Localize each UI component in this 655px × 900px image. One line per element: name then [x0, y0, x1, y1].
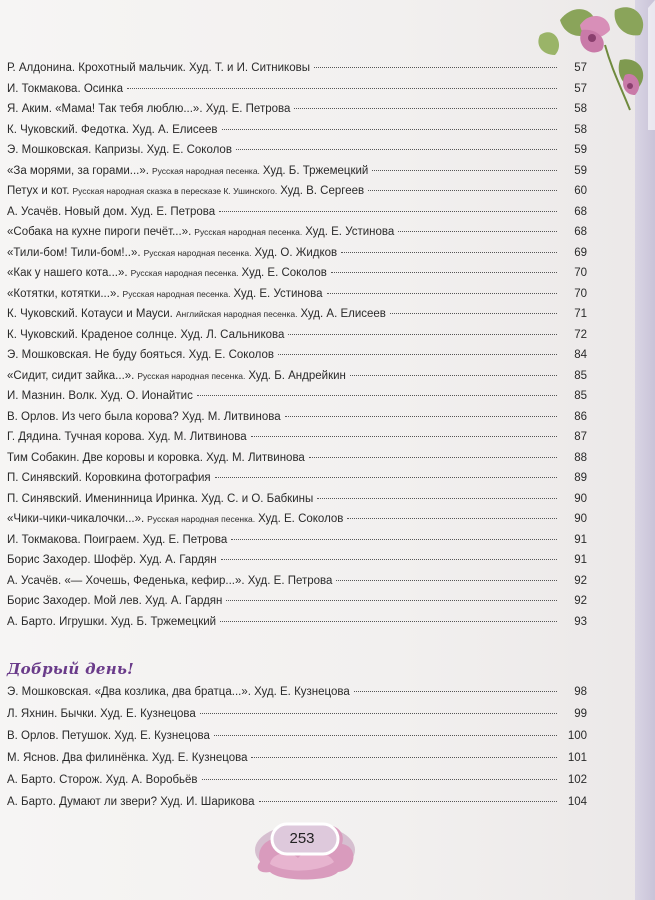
entry-title: «Тили-бом! Тили-бом!..». — [7, 246, 141, 259]
entry-title: «Чики-чики-чикалочки...». — [7, 513, 145, 525]
entry-subtitle: Русская народная песенка. — [194, 227, 303, 237]
dot-leader — [294, 108, 557, 109]
page-ref: 91 — [574, 533, 587, 546]
dot-leader — [278, 354, 557, 355]
page-ref: 87 — [574, 431, 587, 443]
page-ref: 104 — [567, 796, 587, 808]
page-ref: 59 — [574, 144, 587, 156]
toc-row — [7, 534, 587, 555]
toc-row — [7, 83, 587, 104]
dot-leader — [390, 313, 557, 314]
dot-leader — [372, 170, 557, 171]
page-ref: 68 — [574, 205, 587, 218]
toc-row — [7, 774, 587, 796]
page-ref: 60 — [574, 185, 587, 197]
dot-leader — [336, 580, 557, 581]
toc-row — [7, 431, 587, 452]
page-ref: 90 — [574, 492, 587, 505]
entry-title: Э. Мошковская. Капризы. Худ. Е. Соколов — [7, 144, 232, 156]
dot-leader — [200, 713, 557, 714]
entry-title: «Как у нашего кота...». — [7, 267, 128, 279]
toc-row — [7, 144, 587, 165]
page-ref: 92 — [574, 574, 587, 587]
entry-title: Г. Дядина. Тучная корова. Худ. М. Литвинова — [7, 431, 247, 443]
dot-leader — [341, 252, 557, 253]
dot-leader — [288, 334, 557, 335]
page-ref: 58 — [574, 123, 587, 136]
page-ref: 57 — [574, 82, 587, 95]
toc-row — [7, 752, 587, 774]
entry-title: К. Чуковский. Краденое солнце. Худ. Л. Сальникова — [7, 328, 285, 341]
entry-subtitle: Английская народная песенка. — [175, 309, 298, 319]
entry-title: Тим Собакин. Две коровы и коровка. Худ. М. Литвинова — [7, 451, 305, 464]
entry-title: «Собака на кухне пироги печёт...». — [7, 226, 192, 238]
entry-title: «Котятки, котятки...». — [7, 287, 120, 300]
dot-leader — [251, 757, 557, 758]
toc-row — [7, 288, 587, 309]
page-ref: 59 — [574, 164, 587, 177]
page-ref: 91 — [574, 554, 587, 566]
entry-title: П. Синявский. Коровкина фотография — [7, 472, 211, 484]
entry-subtitle: Русская народная песенка. — [143, 247, 252, 258]
entry-subtitle: Русская народная песенка. — [130, 268, 239, 278]
entry-title: Л. Яхнин. Бычки. Худ. Е. Кузнецова — [7, 708, 196, 720]
entry-title: И. Токмакова. Поиграем. Худ. Е. Петрова — [7, 533, 228, 546]
dot-leader — [127, 88, 557, 89]
entry-subtitle: Русская народная песенка. — [147, 514, 256, 524]
dot-leader — [350, 375, 557, 376]
dot-leader — [214, 735, 557, 736]
toc-row — [7, 452, 587, 473]
page-ref: 84 — [574, 349, 587, 361]
entry-illustrator: Худ. В. Сергеев — [280, 185, 365, 197]
toc-row — [7, 349, 587, 370]
page-ref: 70 — [574, 287, 587, 300]
dot-leader — [251, 436, 557, 437]
page-ref: 58 — [574, 103, 587, 115]
entry-illustrator: Худ. А. Елисеев — [300, 308, 386, 320]
entry-title: «За морями, за горами...». — [7, 164, 149, 177]
entry-title: Я. Аким. «Мама! Так тебя люблю...». Худ. Е. Петрова — [7, 103, 291, 115]
dot-leader — [215, 477, 557, 478]
entry-subtitle: Русская народная песенка. — [151, 165, 260, 176]
dot-leader — [226, 600, 557, 601]
entry-title: А. Барто. Думают ли звери? Худ. И. Шарикова — [7, 796, 255, 808]
page-ref: 57 — [574, 62, 587, 74]
dot-leader — [309, 457, 557, 458]
entry-title: В. Орлов. Из чего была корова? Худ. М. Литвинова — [7, 410, 281, 423]
dot-leader — [368, 190, 557, 191]
page-ref: 88 — [574, 451, 587, 464]
page-ref: 92 — [574, 595, 587, 607]
dot-leader — [398, 231, 557, 232]
entry-title: А. Усачёв. Новый дом. Худ. Е. Петрова — [7, 205, 216, 218]
toc-row — [7, 595, 587, 616]
page-edge-stripe — [635, 0, 655, 900]
page-ref: 71 — [574, 308, 587, 320]
page-ref: 90 — [574, 513, 587, 525]
entry-title: И. Токмакова. Осинка — [7, 82, 123, 95]
dot-leader — [222, 129, 557, 130]
dot-leader — [347, 518, 557, 519]
page-ref: 69 — [574, 246, 587, 259]
dot-leader — [202, 779, 557, 780]
page-ref: 86 — [574, 410, 587, 423]
dot-leader — [317, 498, 557, 499]
entry-illustrator: Худ. Б. Андрейкин — [248, 369, 346, 382]
entry-title: Э. Мошковская. «Два козлика, два братца...». Худ. Е. Кузнецова — [7, 686, 350, 698]
toc-row — [7, 616, 587, 637]
page-ref: 85 — [574, 369, 587, 382]
entry-illustrator: Худ. Е. Устинова — [233, 287, 323, 300]
entry-illustrator: Худ. Е. Соколов — [258, 513, 344, 525]
toc-row — [7, 493, 587, 514]
entry-title: К. Чуковский. Федотка. Худ. А. Елисеев — [7, 123, 218, 136]
entry-title: «Сидит, сидит зайка...». — [7, 369, 135, 382]
page-ref: 101 — [567, 752, 587, 764]
dot-leader — [331, 272, 557, 273]
toc-row — [7, 370, 587, 391]
dot-leader — [197, 395, 557, 396]
dot-leader — [236, 149, 557, 150]
dot-leader — [354, 691, 557, 692]
entry-title: А. Барто. Игрушки. Худ. Б. Тржемецкий — [7, 615, 217, 628]
toc-row — [7, 247, 587, 268]
entry-title: Борис Заходер. Мой лев. Худ. А. Гардян — [7, 595, 223, 607]
page-ref: 99 — [574, 708, 587, 720]
entry-subtitle: Русская народная песенка. — [137, 370, 246, 381]
section-toc-list — [7, 686, 587, 818]
toc-row — [7, 185, 587, 206]
entry-subtitle: Русская народная песенка. — [122, 288, 231, 299]
entry-illustrator: Худ. Е. Соколов — [241, 267, 327, 279]
entry-subtitle: Русская народная сказка в пересказе К. Ушинского. — [72, 186, 278, 196]
toc-row — [7, 730, 587, 752]
toc-row — [7, 329, 587, 350]
entry-title: П. Синявский. Именинница Иринка. Худ. С. и О. Бабкины — [7, 492, 314, 505]
dot-leader — [314, 67, 557, 68]
toc-row — [7, 686, 587, 708]
toc-row — [7, 206, 587, 227]
toc-row — [7, 575, 587, 596]
dot-leader — [231, 539, 557, 540]
toc-row — [7, 390, 587, 411]
toc-row — [7, 62, 587, 83]
dot-leader — [259, 801, 558, 802]
toc-row — [7, 226, 587, 247]
entry-title: М. Яснов. Два филинёнка. Худ. Е. Кузнецова — [7, 752, 248, 764]
entry-title: Э. Мошковская. Не буду бояться. Худ. Е. Соколов — [7, 349, 274, 361]
toc-row — [7, 708, 587, 730]
entry-illustrator: Худ. О. Жидков — [254, 246, 338, 259]
toc-row — [7, 411, 587, 432]
page-ref: 85 — [574, 390, 587, 402]
page-ref: 68 — [574, 226, 587, 238]
toc-row — [7, 554, 587, 575]
page-ref: 98 — [574, 686, 587, 698]
toc-row — [7, 124, 587, 145]
toc-row — [7, 472, 587, 493]
entry-title: В. Орлов. Петушок. Худ. Е. Кузнецова — [7, 730, 210, 742]
toc-list — [7, 62, 587, 636]
entry-title: Петух и кот. — [7, 185, 70, 197]
dot-leader — [219, 211, 557, 212]
toc-row — [7, 513, 587, 534]
entry-title: А. Барто. Сторож. Худ. А. Воробьёв — [7, 774, 198, 786]
entry-title: Р. Алдонина. Крохотный мальчик. Худ. Т. и И. Ситниковы — [7, 62, 310, 74]
entry-title: И. Мазнин. Волк. Худ. О. Ионайтис — [7, 390, 193, 402]
toc-row — [7, 165, 587, 186]
entry-title: К. Чуковский. Котауси и Мауси. — [7, 308, 173, 320]
page-ref: 102 — [567, 774, 587, 786]
entry-title: Борис Заходер. Шофёр. Худ. А. Гардян — [7, 554, 217, 566]
page-ref: 72 — [574, 328, 587, 341]
page-ref: 89 — [574, 472, 587, 484]
toc-row — [7, 267, 587, 288]
entry-illustrator: Худ. Б. Тржемецкий — [262, 164, 369, 177]
entry-title: А. Усачёв. «— Хочешь, Феденька, кефир...». Худ. Е. Петрова — [7, 574, 333, 587]
dot-leader — [285, 416, 557, 417]
entry-illustrator: Худ. Е. Устинова — [305, 226, 395, 238]
page-ref: 93 — [574, 615, 587, 628]
dot-leader — [221, 559, 557, 560]
dot-leader — [327, 293, 557, 294]
page-ref: 100 — [567, 730, 587, 742]
page-ref: 70 — [574, 267, 587, 279]
toc-row — [7, 308, 587, 329]
page-number: 253 — [289, 830, 315, 847]
dot-leader — [220, 621, 557, 622]
toc-row — [7, 103, 587, 124]
section-title: Добрый день! — [7, 660, 135, 678]
